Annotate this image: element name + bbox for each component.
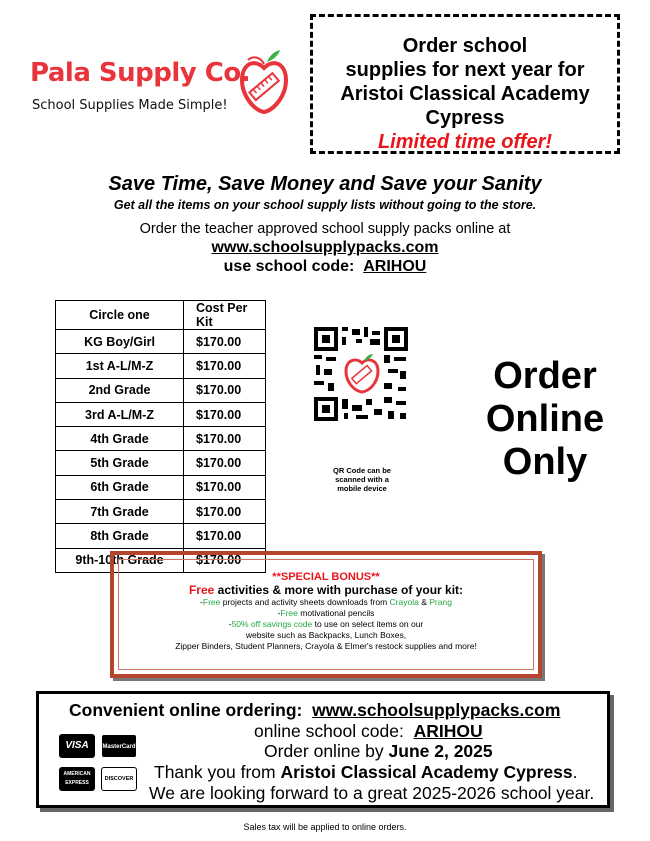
price-cell: $170.00: [184, 524, 266, 548]
table-row: [56, 524, 266, 548]
tax-note: Sales tax will be applied to online orders.: [243, 822, 407, 832]
convenient-label: Convenient online ordering:: [69, 700, 303, 720]
bonus-inner-frame: [118, 559, 534, 670]
deadline-date: June 2, 2025: [388, 741, 493, 761]
column-header: Circle one: [56, 301, 184, 330]
crayola-word: Crayola: [389, 597, 419, 607]
special-bonus-box: [110, 551, 542, 678]
grade-cell: 7th Grade: [56, 500, 184, 524]
free-word: Free: [280, 608, 298, 618]
thanks-label: Thank you from: [154, 762, 276, 782]
price-cell: $170.00: [184, 500, 266, 524]
table-header-row: [56, 301, 266, 330]
ordering-info-box: [36, 691, 610, 808]
price-cell: $170.00: [184, 330, 266, 354]
bonus-item: -Free motivational pencils: [277, 608, 375, 618]
bottom-website-link[interactable]: www.schoolsupplypacks.com: [312, 700, 561, 720]
order-only-line: Online: [485, 398, 605, 440]
order-intro: Order the teacher approved school supply packs online at: [139, 221, 511, 237]
website-link[interactable]: www.schoolsupplypacks.com: [211, 239, 439, 256]
table-row: [56, 500, 266, 524]
order-deadline-line: [264, 741, 493, 762]
bottom-code-line: [254, 721, 483, 742]
table-row: [56, 378, 266, 402]
table-row: [56, 451, 266, 475]
bonus-lead-text: activities & more with purchase of your kit: [217, 583, 460, 597]
bottom-code-label: online school code:: [254, 721, 404, 741]
offer-line: Order school: [402, 35, 528, 57]
price-cell: $170.00: [184, 354, 266, 378]
offer-line: supplies for next year for: [345, 59, 585, 81]
logo: [30, 48, 280, 128]
grade-cell: 9th-10th Grade: [56, 548, 184, 572]
order-online-only: [462, 355, 628, 484]
price-cell: $170.00: [184, 451, 266, 475]
grade-cell: 3rd A-L/M-Z: [56, 402, 184, 426]
table-row: [56, 354, 266, 378]
brand-name: Pala Supply Co.: [30, 58, 251, 88]
grade-cell: 1st A-L/M-Z: [56, 354, 184, 378]
free-word: Free: [202, 597, 221, 607]
bonus-item-text: motivational pencils: [300, 608, 375, 618]
table-row: [56, 427, 266, 451]
qr-note: QR Code can be scanned with a mobile device: [333, 466, 391, 493]
thanks-line: Thank you from Aristoi Classical Academy Cypress.: [154, 762, 578, 782]
price-cell: $170.00: [184, 427, 266, 451]
offer-box: [310, 14, 620, 154]
grade-cell: 6th Grade: [56, 475, 184, 499]
school-code: ARIHOU: [363, 258, 427, 275]
free-word: Free: [188, 583, 215, 597]
table-row: [56, 475, 266, 499]
price-cell: $170.00: [184, 475, 266, 499]
convenient-ordering-line: [69, 700, 560, 721]
headline: Save Time, Save Money and Save your Sanity: [108, 173, 542, 195]
apple-ruler-icon: [240, 48, 288, 118]
order-only-line: Order: [493, 355, 597, 397]
grade-cell: 5th Grade: [56, 451, 184, 475]
offer-line: Aristoi Classical Academy: [340, 83, 590, 105]
bonus-item-text: to use on select items on our: [314, 619, 424, 629]
grade-cell: 4th Grade: [56, 427, 184, 451]
forward-line: We are looking forward to a great 2025-2026 school year.: [149, 783, 595, 803]
deadline-label: Order online by: [264, 741, 384, 761]
kit-price-table: [55, 300, 266, 573]
amex-icon: AMERICAN EXPRESS: [59, 767, 95, 791]
subheadline: Get all the items on your school supply lists without going to the store.: [113, 198, 537, 212]
bonus-item-text: projects and activity sheets downloads from: [222, 597, 388, 607]
table-row: [56, 330, 266, 354]
bonus-item: Zipper Binders, Student Planners, Crayola & Elmer's restock supplies and more!: [175, 641, 477, 651]
school-code-line: [0, 258, 650, 276]
bonus-lead: Free activities & more with purchase of your kit:: [188, 583, 464, 597]
bonus-item: -50% off savings code to use on select items on our: [228, 619, 424, 629]
bonus-item: -Free projects and activity sheets downloads from Crayola & Prang: [200, 597, 452, 607]
school-name: Aristoi Classical Academy Cypress: [280, 762, 573, 782]
amp: &: [421, 597, 427, 607]
table-row: [56, 402, 266, 426]
discover-icon: DISCOVER: [101, 767, 137, 791]
grade-cell: KG Boy/Girl: [56, 330, 184, 354]
order-only-line: Only: [502, 441, 588, 483]
price-cell: $170.00: [184, 378, 266, 402]
bottom-school-code: ARIHOU: [413, 721, 483, 741]
qr-code[interactable]: [312, 325, 410, 423]
price-cell: $170.00: [184, 548, 266, 572]
visa-icon: VISA: [59, 734, 95, 758]
limited-offer: Limited time offer!: [377, 131, 553, 153]
bonus-item: website such as Backpacks, Lunch Boxes,: [245, 630, 407, 640]
mastercard-icon: MasterCard: [101, 734, 137, 758]
offer-line: Cypress: [425, 107, 505, 129]
savings-code-text: 50% off savings code: [231, 619, 313, 629]
price-cell: $170.00: [184, 402, 266, 426]
column-header: Cost Per Kit: [184, 301, 266, 330]
brand-tagline: School Supplies Made Simple!: [32, 98, 228, 113]
grade-cell: 8th Grade: [56, 524, 184, 548]
school-code-label: use school code:: [223, 258, 355, 275]
grade-cell: 2nd Grade: [56, 378, 184, 402]
prang-word: Prang: [429, 597, 452, 607]
bonus-title: **SPECIAL BONUS**: [272, 571, 380, 583]
